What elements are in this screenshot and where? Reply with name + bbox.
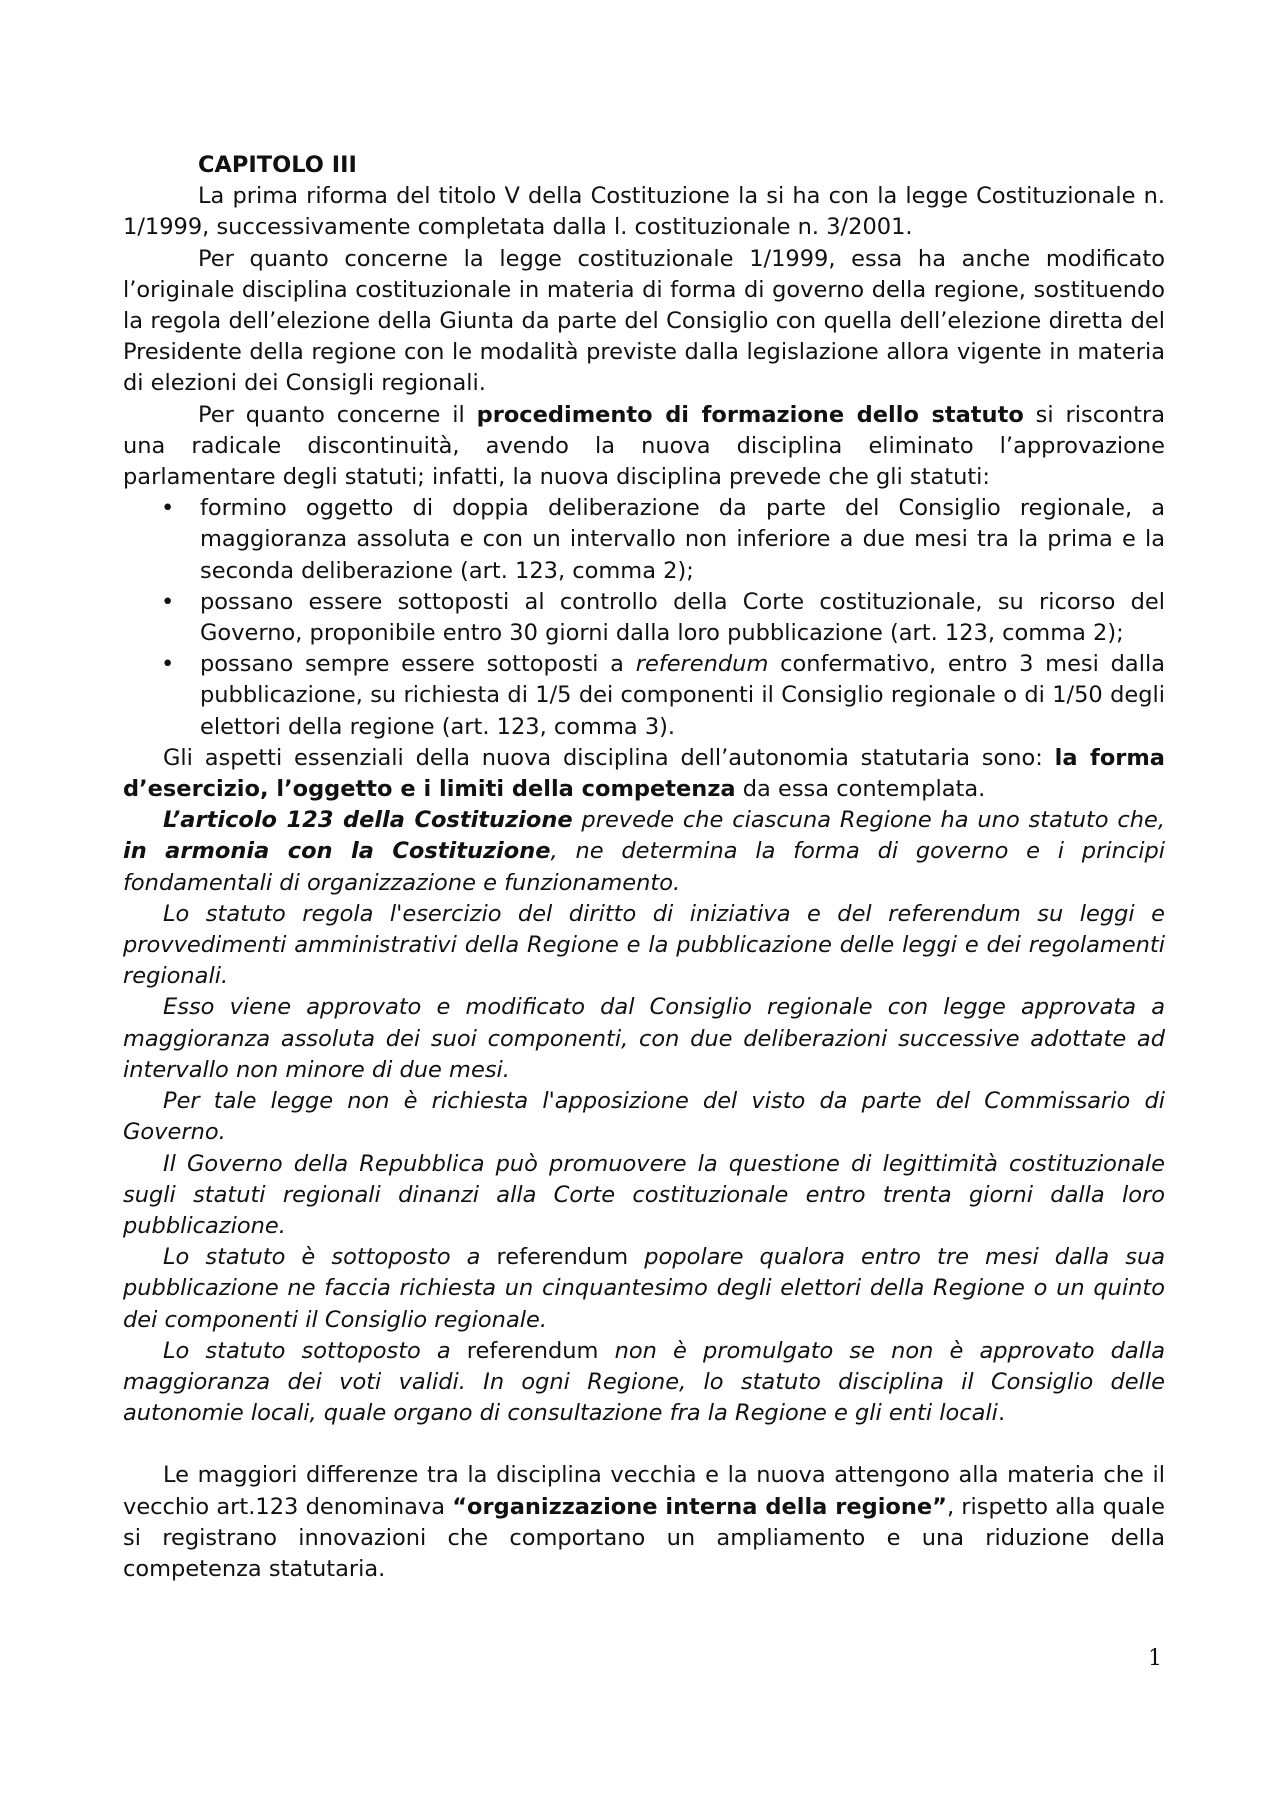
paragraph-maggiori-differenze (123, 1460, 1165, 1585)
text-segment: , rispetto alla quale si registrano innovazioni che comportano un ampliamento e una riduzione della competenza statutaria. (123, 1493, 1165, 1582)
text-segment: non è promulgato se non è approvato dalla maggioranza dei voti validi. In ogni Regione, lo statuto disciplina il Consiglio delle autonomie locali, quale organo di consultazione fra la Regione e gli enti locali (123, 1337, 1165, 1427)
chapter-title: CAPITOLO III (198, 152, 357, 178)
paragraph-visto-commissario: Per tale legge non è richiesta l'apposizione del visto da parte del Commissario di Governo. (123, 1088, 1165, 1146)
list-item-text: formino oggetto di doppia deliberazione da parte del Consiglio regionale, a maggioranza assoluta e con un intervallo non inferiore a due mesi tra la prima e la seconda deliberazione (art. 123, comma 2); (200, 495, 1165, 584)
bold-in-armonia: in armonia con la Costituzione (123, 838, 551, 865)
bullet-icon: • (161, 588, 175, 615)
bold-articolo-123: L’articolo 123 della Costituzione (163, 807, 573, 834)
upright-referendum: referendum (496, 1244, 629, 1271)
text-segment: da essa contemplata. (735, 776, 986, 803)
text-segment: Per quanto concerne il (198, 401, 477, 428)
paragraph-gap (123, 1429, 1165, 1460)
paragraph-approvazione: Esso viene approvato e modificato dal Consiglio regionale con legge approvata a maggioranza assoluta dei suoi componenti, con due deliberazioni successive adottate ad intervallo non minore di due mesi. (123, 994, 1165, 1083)
text-segment: confermativo, entro 3 mesi dalla pubblicazione, su richiesta di 1/5 dei componenti il Consiglio regionale o di 1/50 degli elettori della regione (art. 123, comma 3). (200, 651, 1165, 740)
bullet-icon: • (161, 651, 175, 678)
text-segment: , ne determina la forma di governo e i principi fondamentali di organizzazione e funzionamento. (123, 838, 1165, 896)
document-page (123, 150, 1165, 1585)
paragraph-riforma-titolo-v: La prima riforma del titolo V della Costituzione la si ha con la legge Costituzionale n. 1/1999, successivamente completata dalla l. costituzionale n. 3/2001. (123, 183, 1165, 241)
bullet-icon: • (161, 495, 175, 522)
text-segment: Le maggiori differenze tra la disciplina vecchia e la nuova attengono alla materia che il vecchio art.123 denominava (123, 1462, 1165, 1520)
text-segment: . (997, 1400, 1006, 1427)
upright-referendum: referendum (466, 1337, 599, 1364)
text-segment: Lo statuto è sottoposto a (163, 1244, 497, 1271)
text-segment: popolare qualora entro tre mesi dalla sua pubblicazione ne faccia richiesta un cinquantesimo degli elettori della Regione o un quinto dei componenti il Consiglio regionale. (123, 1244, 1165, 1333)
list-item (123, 587, 1165, 649)
italic-referendum: referendum (635, 651, 769, 678)
paragraph-promulgazione (123, 1336, 1165, 1430)
bold-procedimento: procedimento di formazione dello statuto (476, 401, 1024, 428)
text-segment: Gli aspetti essenziali della nuova disciplina dell’autonomia statutaria sono: (163, 744, 1055, 771)
text-segment: possano sempre essere sottoposti a (200, 651, 636, 678)
paragraph-governo-repubblica: Il Governo della Repubblica può promuovere la questione di legittimità costituzionale sugli statuti regionali dinanzi alla Corte costituzionale entro trenta giorni dalla loro pubblicazione. (123, 1150, 1165, 1239)
paragraph-statuto-regola: Lo statuto regola l'esercizio del diritto di iniziativa e del referendum su leggi e provvedimenti amministrativi della Regione e la pubblicazione delle leggi e dei regolamenti regionali. (123, 900, 1165, 990)
paragraph-referendum-popolare (123, 1242, 1165, 1336)
list-item (123, 649, 1165, 743)
list-item (123, 493, 1165, 587)
text-segment: si riscontra una radicale discontinuità, avendo la nuova disciplina eliminato l’approvazione parlamentare degli statuti; infatti, la nuova disciplina prevede che gli statuti: (123, 401, 1165, 491)
bullet-list (123, 493, 1165, 743)
page-number: 1 (1148, 1646, 1162, 1671)
text-segment: Lo statuto sottoposto a (163, 1337, 467, 1364)
text-segment: prevede che ciascuna Regione ha uno statuto che, (572, 807, 1165, 834)
bold-forma-esercizio: la forma d’esercizio, l’oggetto e i limiti della competenza (123, 744, 1165, 803)
paragraph-procedimento-statuto (123, 400, 1165, 494)
paragraph-aspetti-essenziali (123, 743, 1165, 805)
bold-organizzazione-interna: “organizzazione interna della regione” (452, 1493, 947, 1520)
list-item-text: possano essere sottoposti al controllo della Corte costituzionale, su ricorso del Governo, proponibile entro 30 giorni dalla loro pubblicazione (art. 123, comma 2); (200, 588, 1165, 647)
paragraph-legge-1-1999: Per quanto concerne la legge costituzionale 1/1999, essa ha anche modificato l’originale disciplina costituzionale in materia di forma di governo della regione, sostituendo la regola dell’elezione della Giunta da parte del Consiglio con quella dell’elezione diretta del Presidente della regione con le modalità previste dalla legislazione allora vigente in materia di elezioni dei Consigli regionali. (123, 245, 1165, 397)
paragraph-articolo-123 (123, 805, 1165, 899)
